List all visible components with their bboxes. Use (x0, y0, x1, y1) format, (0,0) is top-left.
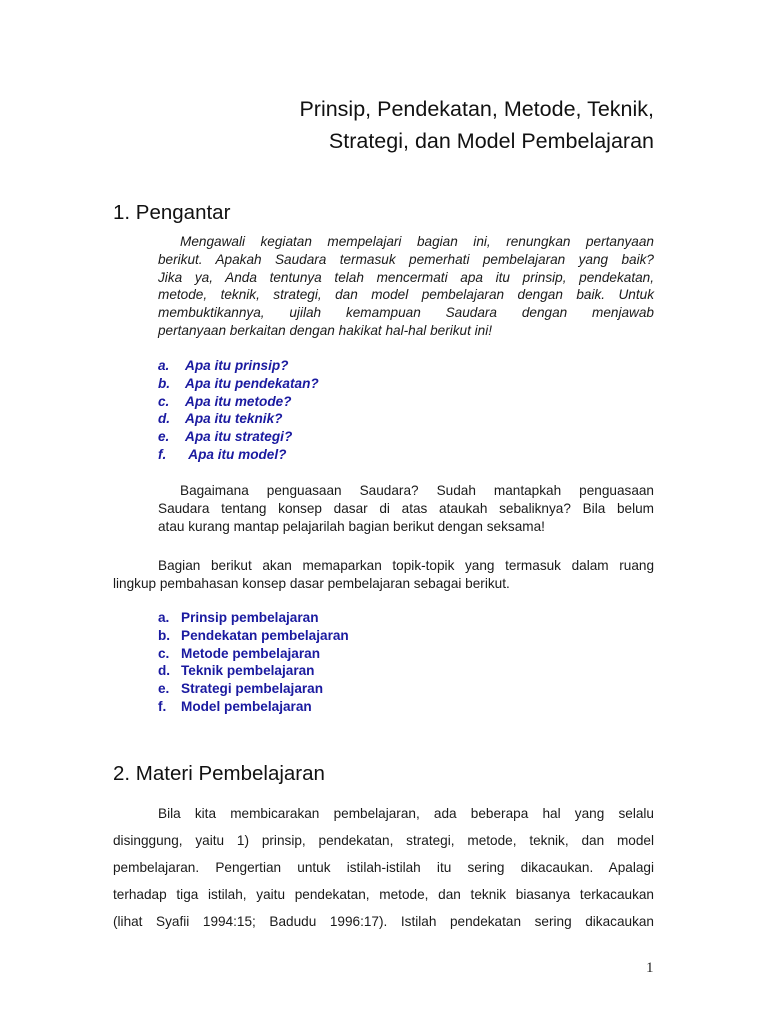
list-item (158, 680, 349, 698)
list-item (158, 357, 319, 375)
list-item-text: Apa itu model? (185, 446, 287, 462)
list-marker: f. (158, 446, 167, 462)
list-marker: e. (158, 429, 170, 445)
list-item (158, 375, 319, 393)
page-number: 1 (646, 960, 654, 976)
list-item (158, 662, 349, 680)
title-line-1: Prinsip, Pendekatan, Metode, Teknik, (299, 97, 654, 121)
list-marker: e. (158, 681, 170, 697)
list-item (158, 446, 319, 464)
scope-line-1: Bagian berikut akan memaparkan topik-topik yang termasuk dalam ruang (158, 558, 654, 573)
list-marker: a. (158, 358, 170, 373)
intro-line-5: membuktikannya, ujilah kemampuan Saudara dengan menjawab (158, 305, 654, 321)
document-title (299, 93, 654, 157)
list-marker: c. (158, 645, 170, 661)
materi-line-5: (lihat Syafii 1994:15; Badudu 1996:17). Istilah pendekatan sering dikacaukan (113, 914, 654, 929)
scope-paragraph (113, 557, 654, 593)
list-item-text: Model pembelajaran (181, 698, 312, 714)
list-item-text: Apa itu strategi? (185, 429, 293, 445)
scope-line-2: lingkup pembahasan konsep dasar pembelajaran sebagai berikut. (113, 576, 510, 591)
materi-line-4: terhadap tiga istilah, yaitu pendekatan, metode, dan teknik biasanya terkacaukan (113, 887, 654, 902)
materi-line-2: disinggung, yaitu 1) prinsip, pendekatan, strategi, metode, teknik, dan model (113, 833, 654, 848)
intro-line-4: metode, teknik, strategi, dan model pembelajaran dengan baik. Untuk (158, 287, 654, 303)
list-marker: f. (158, 698, 167, 714)
intro-paragraph (158, 233, 654, 340)
list-item-text: Apa itu prinsip? (185, 358, 289, 373)
list-item (158, 698, 349, 716)
list-item (158, 410, 319, 428)
list-item-text: Teknik pembelajaran (181, 663, 315, 679)
intro-line-2: berikut. Apakah Saudara termasuk pemerhati pembelajaran yang baik? (158, 251, 654, 267)
section-heading-materi: 2. Materi Pembelajaran (113, 762, 325, 785)
list-item-text: Prinsip pembelajaran (181, 610, 319, 625)
followup-line-1: Bagaimana penguasaan Saudara? Sudah mantapkah penguasaan (180, 483, 654, 498)
list-marker: d. (158, 663, 171, 679)
list-item-text: Apa itu pendekatan? (185, 375, 319, 391)
list-item (158, 393, 319, 411)
intro-line-3: Jika ya, Anda tentunya telah mencermati apa itu prinsip, pendekatan, (158, 269, 654, 285)
list-item-text: Strategi pembelajaran (181, 681, 324, 697)
list-item-text: Pendekatan pembelajaran (181, 627, 349, 643)
list-item (158, 645, 349, 663)
list-item (158, 428, 319, 446)
intro-line-6: pertanyaan berkaitan dengan hakikat hal-hal berikut ini! (158, 322, 493, 338)
materi-line-1: Bila kita membicarakan pembelajaran, ada beberapa hal yang selalu (158, 806, 654, 821)
title-line-2: Strategi, dan Model Pembelajaran (328, 129, 654, 153)
topic-list (158, 609, 349, 716)
list-item (158, 609, 349, 627)
list-marker: a. (158, 610, 170, 625)
list-item (158, 627, 349, 645)
materi-line-3: pembelajaran. Pengertian untuk istilah-istilah itu sering dikacaukan. Apalagi (113, 860, 654, 875)
followup-line-2: Saudara tentang konsep dasar di atas ataukah sebaliknya? Bila belum (158, 500, 654, 516)
list-marker: b. (158, 627, 171, 643)
followup-paragraph (158, 482, 654, 535)
list-marker: b. (158, 375, 171, 391)
list-item-text: Metode pembelajaran (181, 645, 320, 661)
section-heading-pengantar: 1. Pengantar (113, 201, 231, 224)
question-list (158, 357, 319, 464)
followup-line-3: atau kurang mantap pelajarilah bagian berikut dengan seksama! (158, 518, 545, 534)
materi-paragraph (113, 800, 654, 935)
list-item-text: Apa itu teknik? (185, 411, 283, 427)
list-marker: d. (158, 411, 171, 427)
list-item-text: Apa itu metode? (185, 393, 292, 409)
intro-line-1: Mengawali kegiatan mempelajari bagian ini, renungkan pertanyaan (180, 234, 654, 249)
list-marker: c. (158, 393, 170, 409)
